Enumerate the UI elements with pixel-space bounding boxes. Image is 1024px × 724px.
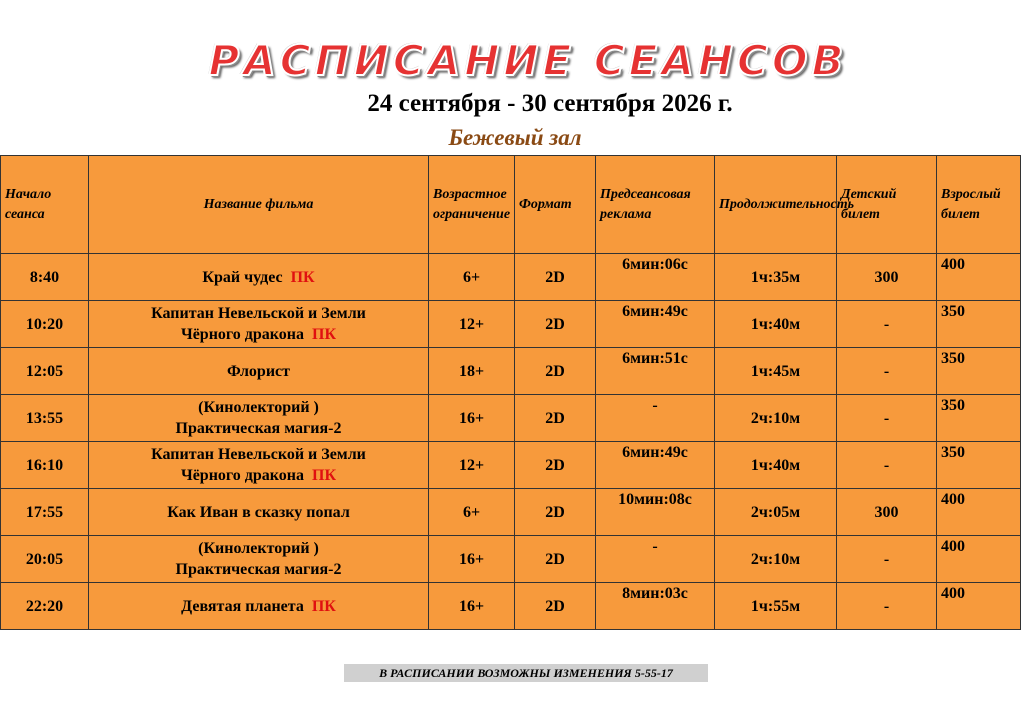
adult-ticket-price: 350 [937,301,1021,348]
age-rating: 12+ [429,301,515,348]
film-title [89,583,429,630]
film-format: 2D [515,536,596,583]
child-ticket-price: - [837,348,937,395]
film-format: 2D [515,395,596,442]
film-title [89,442,429,489]
film-title-line1: (Кинолекторий ) [198,540,319,557]
film-title [89,489,429,536]
pk-badge: ПК [311,597,336,615]
col-title-header: Название фильма [89,156,429,254]
film-title [89,536,429,583]
session-row [1,536,1021,583]
film-format: 2D [515,489,596,536]
session-row [1,348,1021,395]
adult-ticket-price: 400 [937,489,1021,536]
adult-ticket-price: 350 [937,348,1021,395]
session-row [1,583,1021,630]
film-title-line1: Капитан Невельской и Земли [151,446,366,463]
film-title-line1: Как Иван в сказку попал [167,503,350,521]
film-title [89,395,429,442]
film-duration: 1ч:40м [715,301,837,348]
session-row [1,301,1021,348]
age-rating: 16+ [429,536,515,583]
adult-ticket-price: 400 [937,254,1021,301]
session-row [1,395,1021,442]
film-format: 2D [515,301,596,348]
age-rating: 16+ [429,395,515,442]
film-title-line1: Край чудес [202,268,283,286]
session-row [1,442,1021,489]
film-title-line2: Практическая магия-2 [175,420,342,437]
schedule-banner: РАСПИСАНИЕ СЕАНСОВ [208,36,848,85]
adult-ticket-price: 350 [937,442,1021,489]
adult-ticket-price: 400 [937,536,1021,583]
age-rating: 16+ [429,583,515,630]
session-row [1,489,1021,536]
col-duration-header: Продолжительность [715,156,837,254]
film-duration: 1ч:45м [715,348,837,395]
film-title [89,348,429,395]
child-ticket-price: - [837,395,937,442]
pk-badge: ПК [312,326,337,343]
session-start: 12:05 [1,348,89,395]
film-duration: 2ч:10м [715,395,837,442]
session-start: 22:20 [1,583,89,630]
session-row [1,254,1021,301]
session-start: 8:40 [1,254,89,301]
film-duration: 2ч:10м [715,536,837,583]
schedule-notice: В РАСПИСАНИИ ВОЗМОЖНЫ ИЗМЕНЕНИЯ 5-55-17 [344,664,708,682]
age-rating: 12+ [429,442,515,489]
col-format-header: Формат [515,156,596,254]
pre-show-ads: 10мин:08с [596,489,715,536]
pre-show-ads: 6мин:51с [596,348,715,395]
pre-show-ads: - [596,536,715,583]
film-title-line1: Капитан Невельской и Земли [151,305,366,322]
session-start: 20:05 [1,536,89,583]
film-title-line2: Чёрного дракона [180,467,304,484]
film-duration: 1ч:55м [715,583,837,630]
film-title-line2: Практическая магия-2 [175,561,342,578]
age-rating: 6+ [429,489,515,536]
film-title-line1: Флорист [227,362,290,380]
child-ticket-price: - [837,301,937,348]
film-title [89,254,429,301]
pre-show-ads: 6мин:49с [596,442,715,489]
age-rating: 18+ [429,348,515,395]
col-start-header: Начало сеанса [1,156,89,254]
film-duration: 1ч:35м [715,254,837,301]
col-ads-header: Предсеансовая реклама [596,156,715,254]
col-age-header: Возрастное ограничение [429,156,515,254]
hall-name: Бежевый зал [448,125,582,150]
date-range: 24 сентября - 30 сентября 2026 г. [367,90,733,117]
pre-show-ads: - [596,395,715,442]
film-title [89,301,429,348]
child-ticket-price: 300 [837,489,937,536]
session-start: 10:20 [1,301,89,348]
child-ticket-price: 300 [837,254,937,301]
age-rating: 6+ [429,254,515,301]
pre-show-ads: 6мин:06с [596,254,715,301]
pre-show-ads: 6мин:49с [596,301,715,348]
adult-ticket-price: 400 [937,583,1021,630]
child-ticket-price: - [837,442,937,489]
film-duration: 1ч:40м [715,442,837,489]
film-title-line1: (Кинолекторий ) [198,399,319,416]
schedule-table [0,155,1021,630]
session-start: 17:55 [1,489,89,536]
adult-ticket-price: 350 [937,395,1021,442]
film-format: 2D [515,348,596,395]
film-format: 2D [515,583,596,630]
child-ticket-price: - [837,583,937,630]
film-duration: 2ч:05м [715,489,837,536]
col-adult-header: Взрослый билет [937,156,1021,254]
session-start: 13:55 [1,395,89,442]
film-title-line1: Девятая планета [181,597,304,615]
pre-show-ads: 8мин:03с [596,583,715,630]
film-format: 2D [515,442,596,489]
pk-badge: ПК [312,467,337,484]
film-format: 2D [515,254,596,301]
header-row [1,156,1021,254]
film-title-line2: Чёрного дракона [180,326,304,343]
session-start: 16:10 [1,442,89,489]
pk-badge: ПК [290,268,315,286]
child-ticket-price: - [837,536,937,583]
col-child-header: Детский билет [837,156,937,254]
